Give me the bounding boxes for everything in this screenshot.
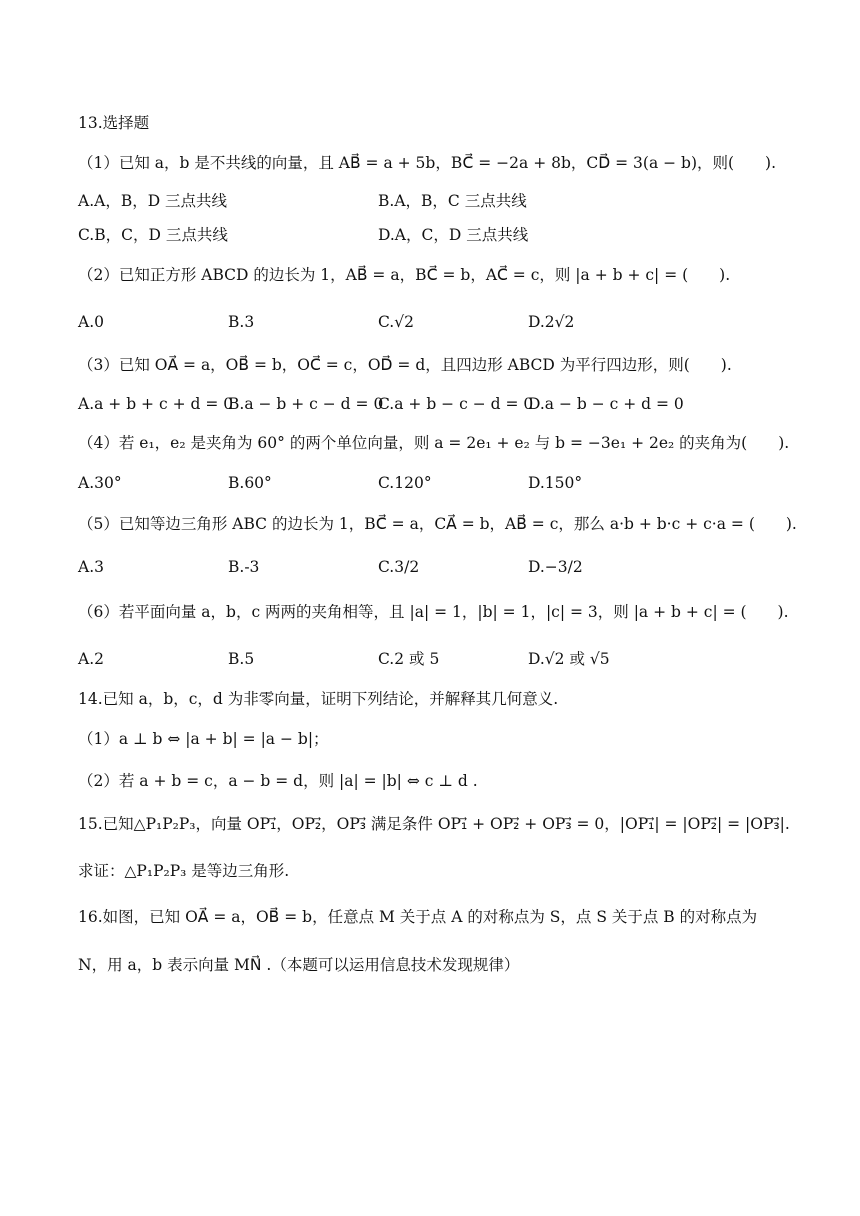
- q13-p6-option-d: D.√2 或 √5: [528, 650, 610, 668]
- q13-p6-option-a: A.2: [78, 650, 104, 668]
- q13-p1-stem: （1）已知 a，b 是不共线的向量，且 AB⃗ = a + 5b，BC⃗ = −2a + 8b，CD⃗ = 3(a − b)，则( ).: [78, 154, 777, 172]
- q13-p1-option-b: B.A，B，C 三点共线: [378, 192, 527, 210]
- q14-part-2: （2）若 a + b = c，a − b = d，则 |a| = |b| ⇔ c ⊥ d .: [78, 772, 478, 790]
- q13-p3-option-c: C.a + b − c − d = 0: [378, 395, 534, 413]
- q13-p5-option-b: B.-3: [228, 558, 260, 576]
- q14-stem: 14.已知 a，b，c，d 为非零向量，证明下列结论，并解释其几何意义.: [78, 690, 559, 708]
- q13-p3-option-a: A.a + b + c + d = 0: [78, 395, 234, 413]
- q13-p4-option-c: C.120°: [378, 474, 432, 492]
- q13-p2-option-c: C.√2: [378, 313, 414, 331]
- q13-p3-option-b: B.a − b + c − d = 0: [228, 395, 384, 413]
- q13-p1-option-d: D.A，C，D 三点共线: [378, 226, 529, 244]
- q13-p5-option-a: A.3: [78, 558, 104, 576]
- q13-p5-option-d: D.−3/2: [528, 558, 583, 576]
- q13-title: 13.选择题: [78, 114, 150, 132]
- q13-p1-option-c: C.B，C，D 三点共线: [78, 226, 228, 244]
- q13-p6-option-c: C.2 或 5: [378, 650, 440, 668]
- q16-line-1: 16.如图，已知 OA⃗ = a，OB⃗ = b，任意点 M 关于点 A 的对称点为 S，点 S 关于点 B 的对称点为: [78, 908, 758, 926]
- q13-p2-option-a: A.0: [78, 313, 104, 331]
- q13-p2-option-d: D.2√2: [528, 313, 575, 331]
- q13-p3-option-d: D.a − b − c + d = 0: [528, 395, 684, 413]
- q14-part-1: （1）a ⊥ b ⇔ |a + b| = |a − b|；: [78, 730, 329, 748]
- q13-p5-stem: （5）已知等边三角形 ABC 的边长为 1，BC⃗ = a，CA⃗ = b，AB⃗ = c，那么 a·b + b·c + c·a = ( ).: [78, 515, 797, 533]
- q13-p4-option-d: D.150°: [528, 474, 583, 492]
- q16-line-2: N，用 a，b 表示向量 MN⃗ .（本题可以运用信息技术发现规律）: [78, 956, 520, 974]
- q13-p4-option-b: B.60°: [228, 474, 272, 492]
- q15-stem: 15.已知△P₁P₂P₃，向量 OP₁⃗，OP₂⃗，OP₃⃗ 满足条件 OP₁⃗ + OP₂⃗ + OP₃⃗ = 0，|OP₁⃗| = |OP₂⃗| = |OP₃⃗|.: [78, 815, 790, 833]
- q13-p6-option-b: B.5: [228, 650, 255, 668]
- q13-p4-option-a: A.30°: [78, 474, 122, 492]
- q13-p5-option-c: C.3/2: [378, 558, 420, 576]
- q15-proof: 求证：△P₁P₂P₃ 是等边三角形.: [78, 862, 290, 880]
- q13-p6-stem: （6）若平面向量 a，b，c 两两的夹角相等，且 |a| = 1，|b| = 1，|c| = 3，则 |a + b + c| = ( ).: [78, 603, 789, 621]
- q13-p3-stem: （3）已知 OA⃗ = a，OB⃗ = b，OC⃗ = c，OD⃗ = d，且四边形 ABCD 为平行四边形，则( ).: [78, 356, 732, 374]
- q13-p2-option-b: B.3: [228, 313, 255, 331]
- q13-p1-option-a: A.A，B，D 三点共线: [78, 192, 228, 210]
- q13-p2-stem: （2）已知正方形 ABCD 的边长为 1，AB⃗ = a，BC⃗ = b，AC⃗ = c，则 |a + b + c| = ( ).: [78, 266, 731, 284]
- q13-p4-stem: （4）若 e₁，e₂ 是夹角为 60° 的两个单位向量，则 a = 2e₁ + e₂ 与 b = −3e₁ + 2e₂ 的夹角为( ).: [78, 434, 790, 452]
